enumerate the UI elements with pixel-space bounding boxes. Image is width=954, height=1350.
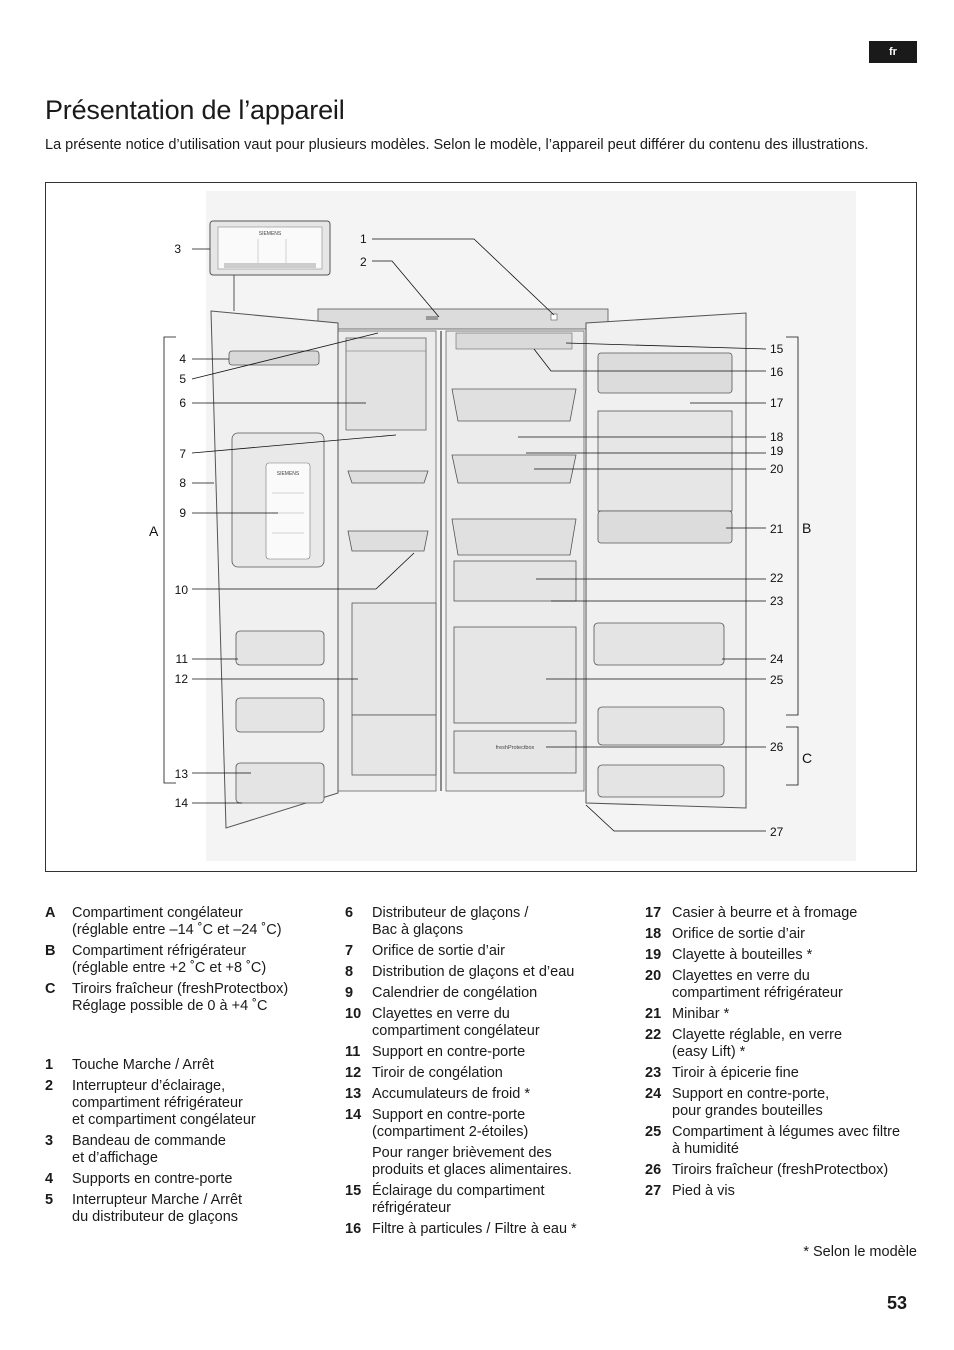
- legend-text: Tiroir à épicerie fine: [672, 1065, 799, 1081]
- legend-key: 3: [45, 1133, 54, 1149]
- legend-key: 22: [645, 1027, 662, 1043]
- callout-23: 23: [770, 594, 784, 608]
- legend-item-10: [345, 1006, 635, 1040]
- legend-item-12: [345, 1065, 635, 1082]
- legend-item-21: [645, 1006, 920, 1023]
- callout-3: 3: [174, 242, 181, 256]
- callout-5: 5: [179, 372, 186, 386]
- legend-text: Compartiment réfrigérateur (réglable entre +2 ˚C et +8 ˚C): [72, 943, 267, 976]
- callout-20: 20: [770, 462, 784, 476]
- legend-text: Tiroir de congélation: [372, 1065, 503, 1081]
- legend-item-2: [45, 1078, 335, 1129]
- legend-text: Filtre à particules / Filtre à eau *: [372, 1221, 577, 1237]
- legend-text: Tiroirs fraîcheur (freshProtectbox): [672, 1162, 889, 1178]
- callout-9: 9: [179, 506, 186, 520]
- callout-6: 6: [179, 396, 186, 410]
- legend-key: 21: [645, 1006, 662, 1022]
- callout-22: 22: [770, 571, 784, 585]
- legend-item-b: [45, 943, 335, 977]
- legend-key: 24: [645, 1086, 662, 1102]
- legend-text: Bandeau de commande et d’affichage: [72, 1133, 226, 1166]
- legend-key: 4: [45, 1171, 54, 1187]
- callout-18: 18: [770, 430, 784, 444]
- dispenser-brand-text: SIEMENS: [276, 471, 300, 477]
- legend-item-1: [45, 1057, 335, 1074]
- legend-key: 14: [345, 1107, 362, 1123]
- legend-item-c: [45, 981, 335, 1015]
- legend-item-4: [45, 1171, 335, 1188]
- legend-item-13: [345, 1086, 635, 1103]
- callout-7: 7: [179, 447, 186, 461]
- legend-key: 23: [645, 1065, 662, 1081]
- fridge-door: [586, 313, 746, 808]
- callout-8: 8: [179, 476, 186, 490]
- legend-text: Compartiment congélateur (réglable entre –14 ˚C et –24 ˚C): [72, 905, 282, 938]
- legend-text: Distributeur de glaçons / Bac à glaçons: [372, 905, 529, 938]
- intro-paragraph: La présente notice d’utilisation vaut pour plusieurs modèles. Selon le modèle, l’appareil peut différer du contenu des illustrations.: [45, 137, 869, 153]
- legend-item-17: [645, 905, 920, 922]
- legend-item-26: [645, 1162, 920, 1179]
- bracket-letter-a: A: [149, 523, 159, 539]
- callout-21: 21: [770, 522, 784, 536]
- legend-text: Pour ranger brièvement des produits et glaces alimentaires.: [372, 1145, 572, 1178]
- legend-item-18: [645, 926, 920, 943]
- language-badge: fr: [869, 41, 917, 63]
- legend-item-5: [45, 1192, 335, 1226]
- footnote: * Selon le modèle: [803, 1244, 917, 1260]
- callout-19: 19: [770, 444, 784, 458]
- panel-brand-text: SIEMENS: [258, 231, 282, 237]
- legend-key: 25: [645, 1124, 662, 1140]
- legend-text: Clayettes en verre du compartiment réfrigérateur: [672, 968, 843, 1001]
- legend-item-3: [45, 1133, 335, 1167]
- callout-26: 26: [770, 740, 784, 754]
- callout-14: 14: [174, 796, 188, 810]
- callout-11: 11: [175, 652, 188, 666]
- legend-item-a: [45, 905, 335, 939]
- legend-item-27: [645, 1183, 920, 1200]
- callout-25: 25: [770, 673, 784, 687]
- legend-text: Pied à vis: [672, 1183, 735, 1199]
- legend-key: 27: [645, 1183, 662, 1199]
- legend-text: Éclairage du compartiment réfrigérateur: [372, 1183, 545, 1216]
- legend-item-8: [345, 964, 635, 981]
- callout-4: 4: [179, 352, 186, 366]
- legend-item-14-note: [345, 1145, 635, 1179]
- callout-1: 1: [360, 232, 367, 246]
- appliance-figure: [45, 182, 917, 872]
- legend-item-19: [645, 947, 920, 964]
- legend-text: Support en contre-porte: [372, 1044, 526, 1060]
- legend-key: A: [45, 905, 56, 921]
- legend-text: Clayette réglable, en verre (easy Lift) *: [672, 1027, 843, 1060]
- legend-text: Tiroirs fraîcheur (freshProtectbox) Réglage possible de 0 à +4 ˚C: [72, 981, 289, 1014]
- legend-item-14: [345, 1107, 635, 1141]
- legend-item-7: [345, 943, 635, 960]
- legend-column-2: [345, 905, 635, 1242]
- legend-column-1: [45, 905, 335, 1230]
- legend-item-15: [345, 1183, 635, 1217]
- legend-key: 20: [645, 968, 662, 984]
- legend-text: Distribution de glaçons et d’eau: [372, 964, 575, 980]
- legend-key: 11: [345, 1044, 361, 1060]
- page-title: Présentation de l’appareil: [45, 95, 345, 125]
- bracket-letter-c: C: [802, 750, 813, 766]
- callout-10: 10: [174, 583, 188, 597]
- legend-item-25: [645, 1124, 920, 1158]
- legend-item-11: [345, 1044, 635, 1061]
- legend-key: 10: [345, 1006, 362, 1022]
- legend-item-9: [345, 985, 635, 1002]
- legend-text: Interrupteur Marche / Arrêt du distributeur de glaçons: [72, 1192, 243, 1225]
- legend-key: 17: [645, 905, 662, 921]
- fridge-illustration: [46, 183, 918, 873]
- legend-column-3: [645, 905, 920, 1204]
- legend-key: 18: [645, 926, 662, 942]
- callout-17: 17: [770, 396, 784, 410]
- freezer-door: [211, 311, 338, 828]
- legend-text: Orifice de sortie d’air: [372, 943, 505, 959]
- legend-text: Accumulateurs de froid *: [372, 1086, 530, 1102]
- callout-16: 16: [770, 365, 784, 379]
- legend-text: Support en contre-porte, pour grandes bouteilles: [672, 1086, 830, 1119]
- freshprotectbox-label: freshProtectbox: [495, 745, 535, 751]
- legend-text: Orifice de sortie d’air: [672, 926, 805, 942]
- legend-item-20: [645, 968, 920, 1002]
- legend-key: 7: [345, 943, 354, 959]
- legend-text: Clayette à bouteilles *: [672, 947, 813, 963]
- fridge-interior: [452, 333, 576, 773]
- legend-key: 26: [645, 1162, 662, 1178]
- callout-15: 15: [770, 342, 784, 356]
- legend-key: 5: [45, 1192, 54, 1208]
- legend-key: 16: [345, 1221, 362, 1237]
- legend-key: 15: [345, 1183, 362, 1199]
- legend-key: 19: [645, 947, 662, 963]
- legend-key: 1: [45, 1057, 54, 1073]
- legend-text: Minibar *: [672, 1006, 730, 1022]
- legend-item-22: [645, 1027, 920, 1061]
- legend-key: 8: [345, 964, 354, 980]
- callout-27: 27: [770, 825, 784, 839]
- legend-text: Casier à beurre et à fromage: [672, 905, 858, 921]
- legend-text: Supports en contre-porte: [72, 1171, 233, 1187]
- legend-key: 13: [345, 1086, 362, 1102]
- legend-text: Calendrier de congélation: [372, 985, 538, 1001]
- legend-text: Interrupteur d’éclairage, compartiment réfrigérateur et compartiment congélateur: [72, 1078, 256, 1128]
- callout-13: 13: [174, 767, 188, 781]
- legend-item-16: [345, 1221, 635, 1238]
- legend-key: [345, 1145, 372, 1179]
- page-number: 53: [886, 1293, 907, 1313]
- legend-key: 2: [45, 1078, 54, 1094]
- callout-24: 24: [770, 652, 784, 666]
- legend-item-24: [645, 1086, 920, 1120]
- legend-text: Compartiment à légumes avec filtre à humidité: [672, 1124, 901, 1157]
- bracket-letter-b: B: [802, 520, 812, 536]
- legend-item-23: [645, 1065, 920, 1082]
- legend-text: Touche Marche / Arrêt: [72, 1057, 214, 1073]
- callout-2: 2: [360, 255, 367, 269]
- legend-key: B: [45, 943, 56, 959]
- legend-item-6: [345, 905, 635, 939]
- legend-text: Clayettes en verre du compartiment congélateur: [372, 1006, 540, 1039]
- legend-key: 6: [345, 905, 354, 921]
- legend-key: 9: [345, 985, 354, 1001]
- legend-key: C: [45, 981, 56, 997]
- legend-text: Support en contre-porte (compartiment 2-étoiles): [372, 1107, 529, 1140]
- callout-12: 12: [174, 672, 188, 686]
- legend-key: 12: [345, 1065, 362, 1081]
